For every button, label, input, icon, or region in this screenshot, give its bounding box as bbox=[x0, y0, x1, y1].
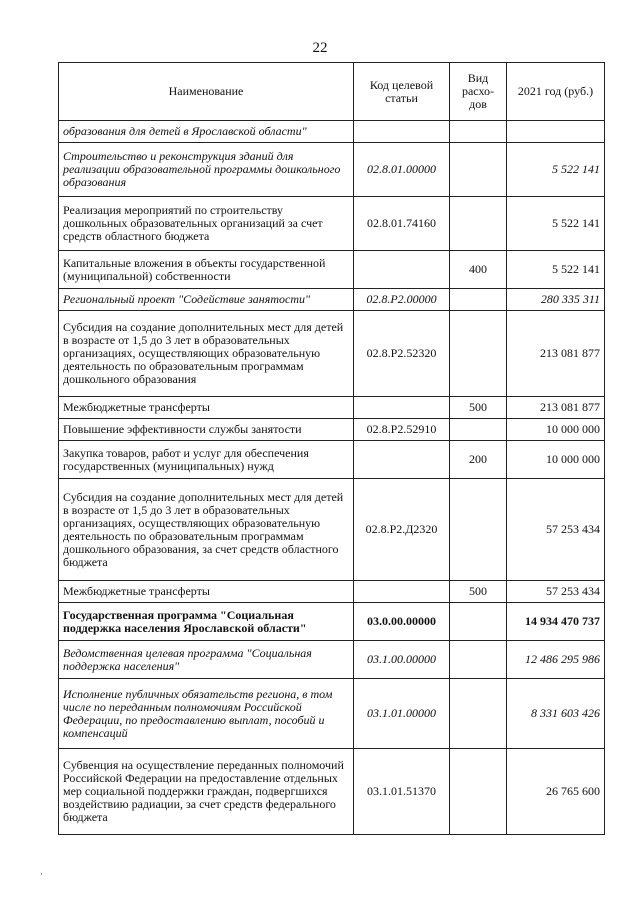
table-row bbox=[59, 397, 605, 419]
table-row bbox=[59, 479, 605, 581]
table-row bbox=[59, 419, 605, 441]
row-amount: 10 000 000 bbox=[507, 419, 605, 441]
row-type bbox=[450, 197, 507, 251]
row-code: 02.8.P2.52910 bbox=[354, 419, 450, 441]
row-amount: 5 522 141 bbox=[507, 251, 605, 289]
scan-mark: ‚ bbox=[40, 866, 43, 876]
row-code: 02.8.01.00000 bbox=[354, 143, 450, 197]
table-row bbox=[59, 289, 605, 311]
header-name: Наименование bbox=[59, 63, 354, 121]
header-code: Код целевой статьи bbox=[354, 63, 450, 121]
row-amount: 14 934 470 737 bbox=[507, 603, 605, 641]
row-name: Строительство и реконструкция зданий для реализации образовательной программы дошкольного образования bbox=[59, 143, 354, 197]
row-code: 02.8.P2.52320 bbox=[354, 311, 450, 397]
row-type bbox=[450, 143, 507, 197]
table-row bbox=[59, 251, 605, 289]
row-name: Реализация мероприятий по строительству дошкольных образовательных организаций за счет средств областного бюджета bbox=[59, 197, 354, 251]
row-amount: 5 522 141 bbox=[507, 143, 605, 197]
row-code: 02.8.P2.00000 bbox=[354, 289, 450, 311]
row-type: 500 bbox=[450, 397, 507, 419]
row-name: образования для детей в Ярославской области" bbox=[59, 121, 354, 143]
row-name: Региональный проект "Содействие занятости" bbox=[59, 289, 354, 311]
row-name: Субсидия на создание дополнительных мест для детей в возрасте от 1,5 до 3 лет в образовательных организациях, осуществляющих образовательную деятельность по образовательным программам дошкольного образования bbox=[59, 311, 354, 397]
row-name: Субсидия на создание дополнительных мест для детей в возрасте от 1,5 до 3 лет в образовательных организациях, осуществляющих образовательную деятельность по образовательным программам дошкольного образования, за счет средств областного бюджета bbox=[59, 479, 354, 581]
row-amount: 57 253 434 bbox=[507, 581, 605, 603]
row-type bbox=[450, 749, 507, 835]
row-code: 03.1.01.00000 bbox=[354, 679, 450, 749]
row-type bbox=[450, 641, 507, 679]
row-type bbox=[450, 289, 507, 311]
table-row bbox=[59, 311, 605, 397]
row-amount: 280 335 311 bbox=[507, 289, 605, 311]
row-code: 03.1.01.51370 bbox=[354, 749, 450, 835]
row-type bbox=[450, 603, 507, 641]
table-row bbox=[59, 679, 605, 749]
row-amount: 10 000 000 bbox=[507, 441, 605, 479]
row-code: 02.8.01.74160 bbox=[354, 197, 450, 251]
table-row bbox=[59, 143, 605, 197]
row-amount: 57 253 434 bbox=[507, 479, 605, 581]
row-amount: 213 081 877 bbox=[507, 397, 605, 419]
table-row bbox=[59, 603, 605, 641]
row-code: 03.1.00.00000 bbox=[354, 641, 450, 679]
row-name: Межбюджетные трансферты bbox=[59, 581, 354, 603]
row-code: 02.8.P2.Д2320 bbox=[354, 479, 450, 581]
row-type bbox=[450, 679, 507, 749]
table-row bbox=[59, 581, 605, 603]
table-row bbox=[59, 197, 605, 251]
budget-table bbox=[58, 62, 605, 835]
row-name: Закупка товаров, работ и услуг для обеспечения государственных (муниципальных) нужд bbox=[59, 441, 354, 479]
row-type bbox=[450, 479, 507, 581]
row-type: 200 bbox=[450, 441, 507, 479]
table-row bbox=[59, 121, 605, 143]
row-amount: 213 081 877 bbox=[507, 311, 605, 397]
page-number: 22 bbox=[312, 40, 328, 56]
row-amount bbox=[507, 121, 605, 143]
row-code: 03.0.00.00000 bbox=[354, 603, 450, 641]
row-code bbox=[354, 121, 450, 143]
row-name: Государственная программа "Социальная поддержка населения Ярославской области" bbox=[59, 603, 354, 641]
table-row bbox=[59, 441, 605, 479]
row-amount: 5 522 141 bbox=[507, 197, 605, 251]
table-row bbox=[59, 641, 605, 679]
row-code bbox=[354, 441, 450, 479]
row-name: Субвенция на осуществление переданных полномочий Российской Федерации на предоставление отдельных мер социальной поддержки граждан, подвергшихся воздействию радиации, за счет средств федерального бюджета bbox=[59, 749, 354, 835]
row-type bbox=[450, 121, 507, 143]
row-type bbox=[450, 419, 507, 441]
row-name: Повышение эффективности службы занятости bbox=[59, 419, 354, 441]
table-header-row bbox=[59, 63, 605, 121]
row-amount: 8 331 603 426 bbox=[507, 679, 605, 749]
row-type: 400 bbox=[450, 251, 507, 289]
row-name: Ведомственная целевая программа "Социальная поддержка населения" bbox=[59, 641, 354, 679]
row-code bbox=[354, 397, 450, 419]
row-code bbox=[354, 581, 450, 603]
row-name: Капитальные вложения в объекты государственной (муниципальной) собственности bbox=[59, 251, 354, 289]
row-name: Исполнение публичных обязательств региона, в том числе по переданным полномочиям Российской Федерации, по предоставлению выплат, пособий и компенсаций bbox=[59, 679, 354, 749]
row-code bbox=[354, 251, 450, 289]
row-name: Межбюджетные трансферты bbox=[59, 397, 354, 419]
row-type: 500 bbox=[450, 581, 507, 603]
header-amount: 2021 год (руб.) bbox=[507, 63, 605, 121]
table-row bbox=[59, 749, 605, 835]
row-type bbox=[450, 311, 507, 397]
row-amount: 26 765 600 bbox=[507, 749, 605, 835]
header-type: Вид расхо-дов bbox=[450, 63, 507, 121]
row-amount: 12 486 295 986 bbox=[507, 641, 605, 679]
